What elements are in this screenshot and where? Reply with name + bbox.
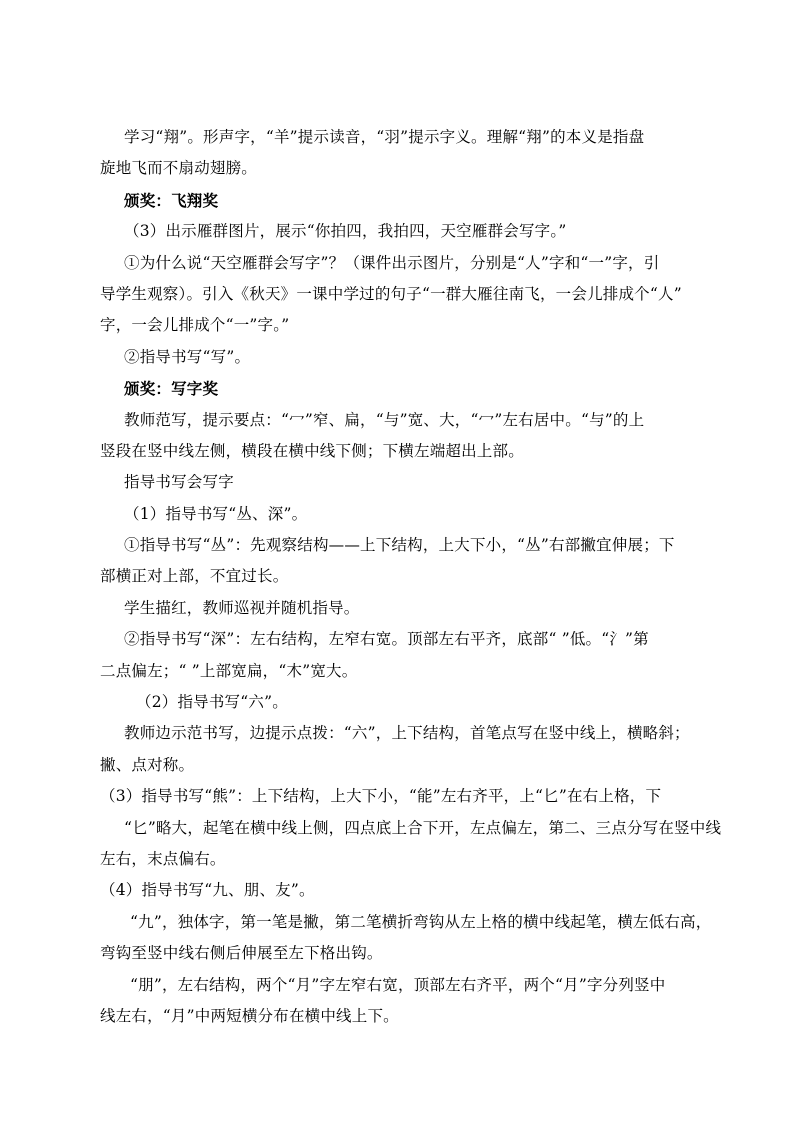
paragraph-line: 撇、点对称。 bbox=[100, 755, 195, 774]
paragraph-line: 字，一会儿排成个“一”字。” bbox=[100, 316, 290, 335]
paragraph-line: 线左右，“月”中两短横分布在横中线上下。 bbox=[100, 1006, 399, 1025]
paragraph-line: （3）出示雁群图片，展示“你拍四，我拍四，天空雁群会写字。” bbox=[124, 222, 567, 241]
paragraph-line: “朋”，左右结构，两个“月”字左窄右宽，顶部左右齐平，两个“月”字分列竖中 bbox=[130, 975, 666, 994]
paragraph-line: 二点偏左；“ ”上部宽扁，“木”宽大。 bbox=[100, 661, 358, 680]
paragraph-line: ①为什么说“天空雁群会写字”？（课件出示图片，分别是“人”字和“一”字，引 bbox=[124, 253, 660, 272]
document-body bbox=[100, 122, 720, 1032]
paragraph-line: （3）指导书写“熊”：上下结构，上大下小，“能”左右齐平，上“匕”在右上格，下 bbox=[100, 787, 662, 806]
paragraph-line: （4）指导书写“九、朋、友”。 bbox=[100, 881, 315, 900]
paragraph-line: 导学生观察）。引入《秋天》一课中学过的句子“一群大雁往南飞，一会儿排成个“人” bbox=[100, 284, 682, 303]
paragraph-line: 旋地飞而不扇动翅膀。 bbox=[100, 159, 258, 178]
paragraph-line: 左右，末点偏右。 bbox=[100, 849, 226, 868]
section-heading: 指导书写会写字 bbox=[124, 473, 234, 492]
paragraph-line: 学生描红，教师巡视并随机指导。 bbox=[124, 598, 360, 617]
paragraph-line: ②指导书写“深”：左右结构，左窄右宽。顶部左右平齐，底部“ ”低。“氵”第 bbox=[124, 630, 649, 649]
paragraph-line: 部横正对上部，不宜过长。 bbox=[100, 567, 289, 586]
paragraph-line: 竖段在竖中线左侧，横段在横中线下侧；下横左端超出上部。 bbox=[100, 441, 524, 460]
paragraph-line: （1）指导书写“丛、深”。 bbox=[124, 504, 308, 523]
paragraph-line: “九”，独体字，第一笔是撇，第二笔横折弯钩从左上格的横中线起笔，横左低右高， bbox=[130, 912, 712, 931]
paragraph-line: ②指导书写“写”。 bbox=[124, 347, 251, 366]
paragraph-line: 教师范写，提示要点：“冖”窄、扁，“与”宽、大，“冖”左右居中。“与”的上 bbox=[124, 410, 645, 429]
award-heading: 颁奖：飞翔奖 bbox=[124, 190, 219, 210]
paragraph-line: ①指导书写“丛”：先观察结构——上下结构，上大下小，“丛”右部撇宜伸展；下 bbox=[124, 536, 675, 555]
paragraph-line: 教师边示范书写，边提示点拨：“六”，上下结构，首笔点写在竖中线上，横略斜； bbox=[124, 724, 690, 743]
paragraph-line: 弯钩至竖中线右侧后伸展至左下格出钩。 bbox=[100, 944, 383, 963]
paragraph-line: 学习“翔”。形声字，“羊”提示读音，“羽”提示字义。理解“翔”的本义是指盘 bbox=[124, 128, 645, 146]
award-heading: 颁奖：写字奖 bbox=[124, 379, 219, 399]
paragraph-line: “匕”略大，起笔在横中线上侧，四点底上合下开，左点偏左，第二、三点分写在竖中线 bbox=[124, 818, 722, 837]
paragraph-line: （2）指导书写“六”。 bbox=[136, 693, 288, 712]
